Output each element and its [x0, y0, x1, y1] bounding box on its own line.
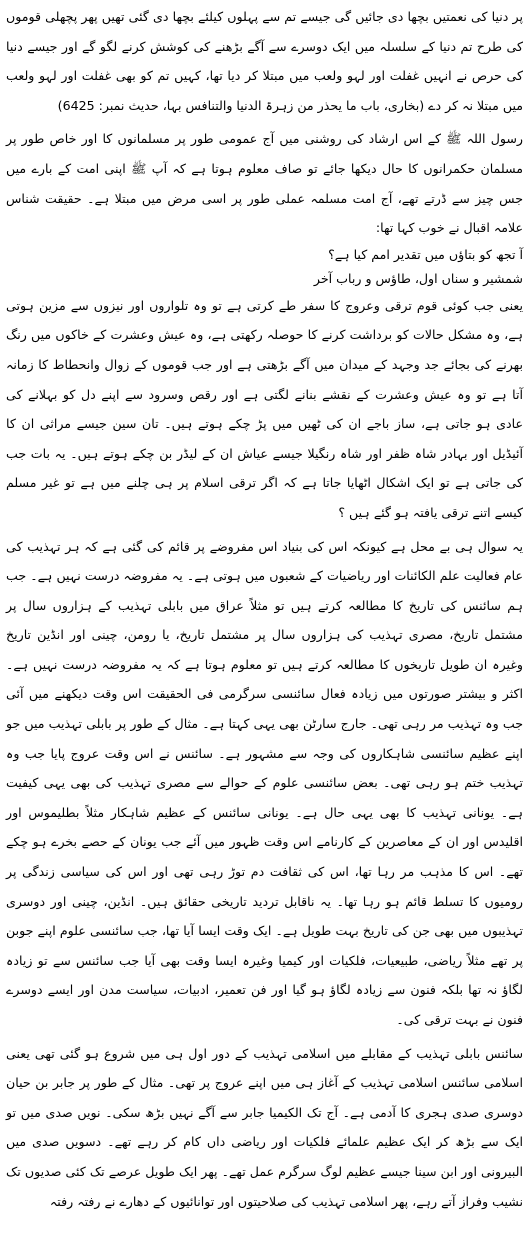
science-history-paragraph: یہ سوال ہی بے محل ہے کیونکہ اس کی بنیاد اس مفروضے پر قائم کی گئی ہے کہ ہر تہذیب کی عام فعالیت علم الکائنات اور ریاضیات کے شعبوں میں ہوتی ہے۔ یہ مفروضہ درست نہیں ہے۔ جب ہم سائنس کی تاریخ کا مطالعہ کرتے ہیں تو مثلاً عراق میں بابلی تہذیب کے ہزاروں سال پر مشتمل تاریخ، مصری تہذیب کی ہزاروں سال پر مشتمل تاریخ، یا رومن، چینی اور انڈین تاریخ وغیرہ ان طویل تاریخوں کا مطالعہ کرتے ہیں تو معلوم ہوتا ہے کہ یہ مفروضہ درست نہیں ہے۔ اکثر و بیشتر صورتوں میں زیادہ فعال سائنسی سرگرمی فی الحقیقت اس وقت دیکھنے میں آئی جب وہ تہذیب مر رہی تھی۔ جارج سارٹن بھی یہی کہتا ہے۔ مثال کے طور پر بابلی تہذیب میں جو اپنے عظیم سائنسی شاہکاروں کی وجہ سے مشہور ہے۔ سائنس نے اس وقت عروج پایا جب وہ تہذیب ختم ہو رہی تھی۔ بعض سائنسی علوم کے حوالے سے مصری تہذیب کی بھی یہی کیفیت ہے۔ یونانی تہذیب کا بھی یہی حال ہے۔ یونانی سائنس کے عظیم شاہکار مثلاً بطلیموس اور اقلیدس اور ان کے معاصرین کے کارنامے اس وقت ظہور میں آئے جب یونان کے حصے بخرے ہو چکے تھے۔ اس کا مذہب مر رہا تھا، اس کی ثقافت دم توڑ رہی تھی اور اس کی سیاسی زندگی پر رومیوں کا تسلط قائم ہو رہا تھا۔ یہ ناقابل تردید تاریخی حقائق ہیں۔ انڈین، چینی اور دوسری تہذیبوں میں بھی جن کی تاریخ بہت طویل ہے۔ ایک وقت ایسا آیا تھا، جب سائنسی علوم اپنے جوبن پر تھے مثلاً ریاضی، طبیعیات، فلکیات اور کیمیا وغیرہ ایسا وقت بھی آیا جب سائنس سے تو زیادہ لگاؤ نہ تھا بلکہ فنون سے زیادہ لگاؤ ہو گیا اور فن تعمیر، ادبیات، سیاست مدن اور ایسے دوسرے فنون نے بہت ترقی کی۔	[6, 538, 523, 1027]
commentary-paragraph: رسول اللہ ﷺ کے اس ارشاد کی روشنی میں آج عمومی طور پر مسلمانوں کا اور خاص طور پر مسلمان حکمرانوں کا حال دیکھا جائے تو صاف معلوم ہوتا ہے کہ آپ ﷺ اپنی امت کے بارے میں جس چیز سے ڈرتے تھے، آج امت مسلمہ عملی طور پر اسی مرض میں مبتلا ہے۔ حقیقت شناس علامہ اقبال نے خوب کہا تھا:	[6, 131, 523, 236]
verse-line-2: شمشیر و سناں اول، طاؤس و رباب آخر	[313, 270, 523, 286]
islamic-science-paragraph: سائنس بابلی تہذیب کے مقابلے میں اسلامی تہذیب کے دور اول ہی میں شروع ہو گئی تھی یعنی اسلامی سائنس اسلامی تہذیب کے آغاز ہی میں اپنے عروج پر تھی۔ مثال کے طور پر جابر بن حیان دوسری صدی ہجری کا آدمی ہے۔ آج تک الکیمیا جابر سے آگے نہیں بڑھ سکی۔ نویں صدی میں تو ایک سے بڑھ کر ایک عظیم علمائے فلکیات اور ریاضی داں کام کر رہے تھے۔ دسویں صدی میں البیرونی اور ابن سینا جیسے عظیم لوگ سرگرم عمل تھے۔ پھر ایک طویل عرصے تک کئی صدیوں تک نشیب وفراز آتے رہے، پھر اسلامی تہذیب کی صلاحیتوں اور توانائیوں کے دھارے نے رفتہ رفتہ	[6, 1045, 523, 1209]
verse-explanation-paragraph: یعنی جب کوئی قوم ترقی وعروج کا سفر طے کرتی ہے تو وہ تلواروں اور نیزوں سے مزین ہوتی ہے، وہ مشکل حالات کو برداشت کرنے کا حوصلہ رکھتی ہے، وہ عیش وعشرت کے خاکوں میں رنگ بھرنے کی بجائے جد وجہد کے میدان میں آگے بڑھتی ہے اور جب قوموں کے زوال وانحطاط کا زمانہ آتا ہے تو وہ عیش وعشرت کے نقشے بنانے لگتی ہے اور رقص وسرود سے اپنے دل کو بہلانے کی عادی ہو جاتی ہے، ساز باجے ان کی ٹھیں میں پڑ چکے ہوتے ہیں۔ تان سین جیسے مراثی ان کا آئیڈیل اور بہادر شاہ ظفر اور شاہ رنگیلا جیسے عیاش ان کے لیڈر بن چکے ہوتے ہیں۔ یہ بات جب کی جاتی ہے تو ایک اشکال اٹھایا جاتا ہے کہ اگر ترقی اسلام پر ہی چلنے میں ہے تو غیر مسلم کیسے اتنے ترقی یافتہ ہو گئے ہیں ؟	[6, 297, 523, 520]
verse-line-1: آ تجھ کو بتاؤں میں تقدیر امم کیا ہے؟	[328, 246, 523, 262]
hadith-paragraph: پر دنیا کی نعمتیں بچھا دی جائیں گی جیسے تم سے پہلوں کیلئے بچھا دی گئی تھیں پھر پچھلی قوموں کی طرح تم دنیا کے سلسلہ میں ایک دوسرے سے آگے بڑھنے کی کوشش کرنے لگو گے اور جیسے دنیا کی حرص نے انہیں غفلت اور لہو ولعب میں مبتلا کر دیا تھا، کہیں تم کو بھی غفلت اور لہو ولعب میں مبتلا نہ کر دے (بخاری، باب ما یحذر من زہرۃ الدنیا والتنافس بہا، حدیث نمبر: 6425)	[6, 9, 523, 113]
